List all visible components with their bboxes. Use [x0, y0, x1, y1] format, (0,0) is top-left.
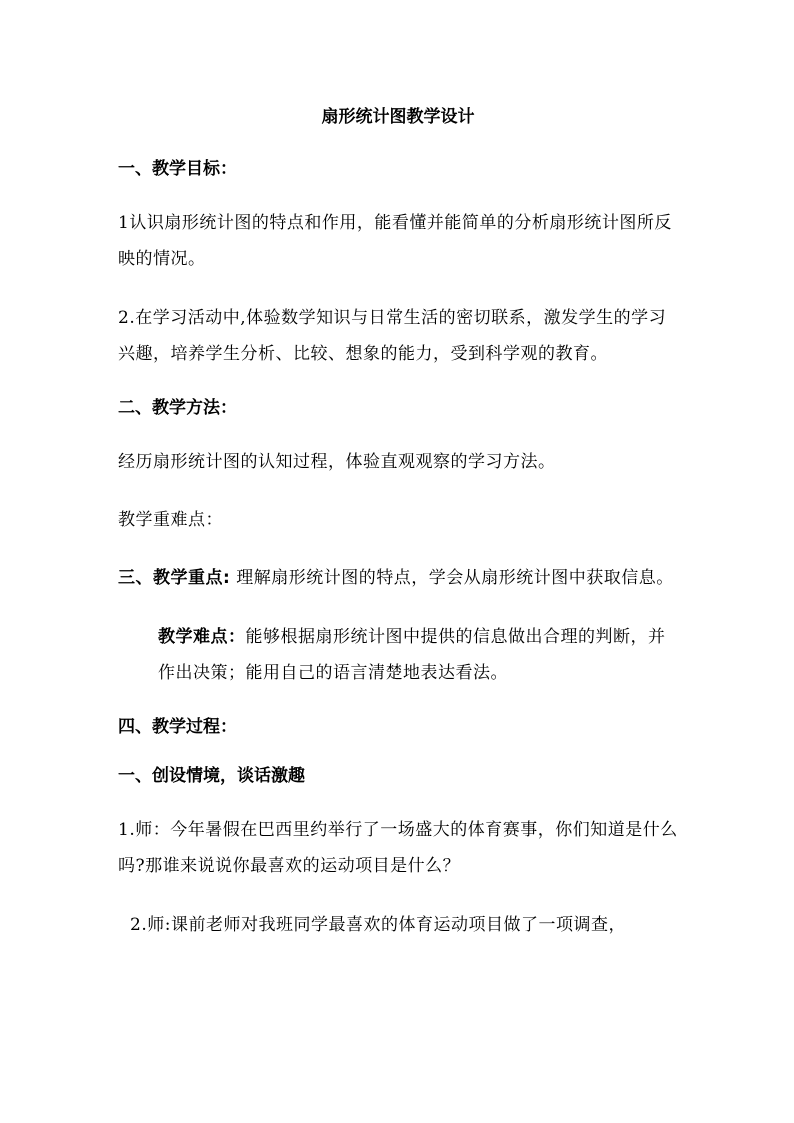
- step-1-item-2: 2.师:课前老师对我班同学最喜欢的体育运动项目做了一项调查，: [130, 915, 626, 935]
- document-title: 扇形统计图教学设计: [321, 107, 475, 127]
- key-difficult-label: 教学重难点：: [118, 510, 223, 530]
- difficult-lead: 教学难点：: [158, 627, 246, 647]
- document-content: [118, 104, 678, 966]
- section-heading-objectives: 一、教学目标：: [118, 159, 237, 179]
- key-points-paragraph: [118, 560, 678, 596]
- key-points-text: 理解扇形统计图的特点，学会从扇形统计图中获取信息。: [230, 568, 674, 588]
- step-1-heading: 一、创设情境，谈话激趣: [118, 766, 305, 786]
- difficult-text: 能够根据扇形统计图中提供的信息做出合理的判断，并作出决策；能用自己的语言清楚地表达看法。: [158, 627, 666, 683]
- section-heading-process: 四、教学过程：: [118, 717, 237, 737]
- objective-1: 1认识扇形统计图的特点和作用，能看懂并能简单的分析扇形统计图所反映的情况。: [118, 213, 672, 269]
- section-heading-methods: 二、教学方法：: [118, 398, 237, 418]
- key-points-lead: 三、教学重点:: [118, 568, 231, 588]
- methods-text: 经历扇形统计图的认知过程，体验直观观察的学习方法。: [118, 452, 556, 472]
- step-1-item-1: 1.师：今年暑假在巴西里约举行了一场盛大的体育赛事，你们知道是什么吗?那谁来说说你最喜欢的运动项目是什么？: [118, 820, 678, 876]
- objective-2: 2.在学习活动中,体验数学知识与日常生活的密切联系，激发学生的学习兴趣，培养学生分析、比较、想象的能力，受到科学观的教育。: [118, 308, 667, 364]
- difficult-points-paragraph: [118, 619, 678, 691]
